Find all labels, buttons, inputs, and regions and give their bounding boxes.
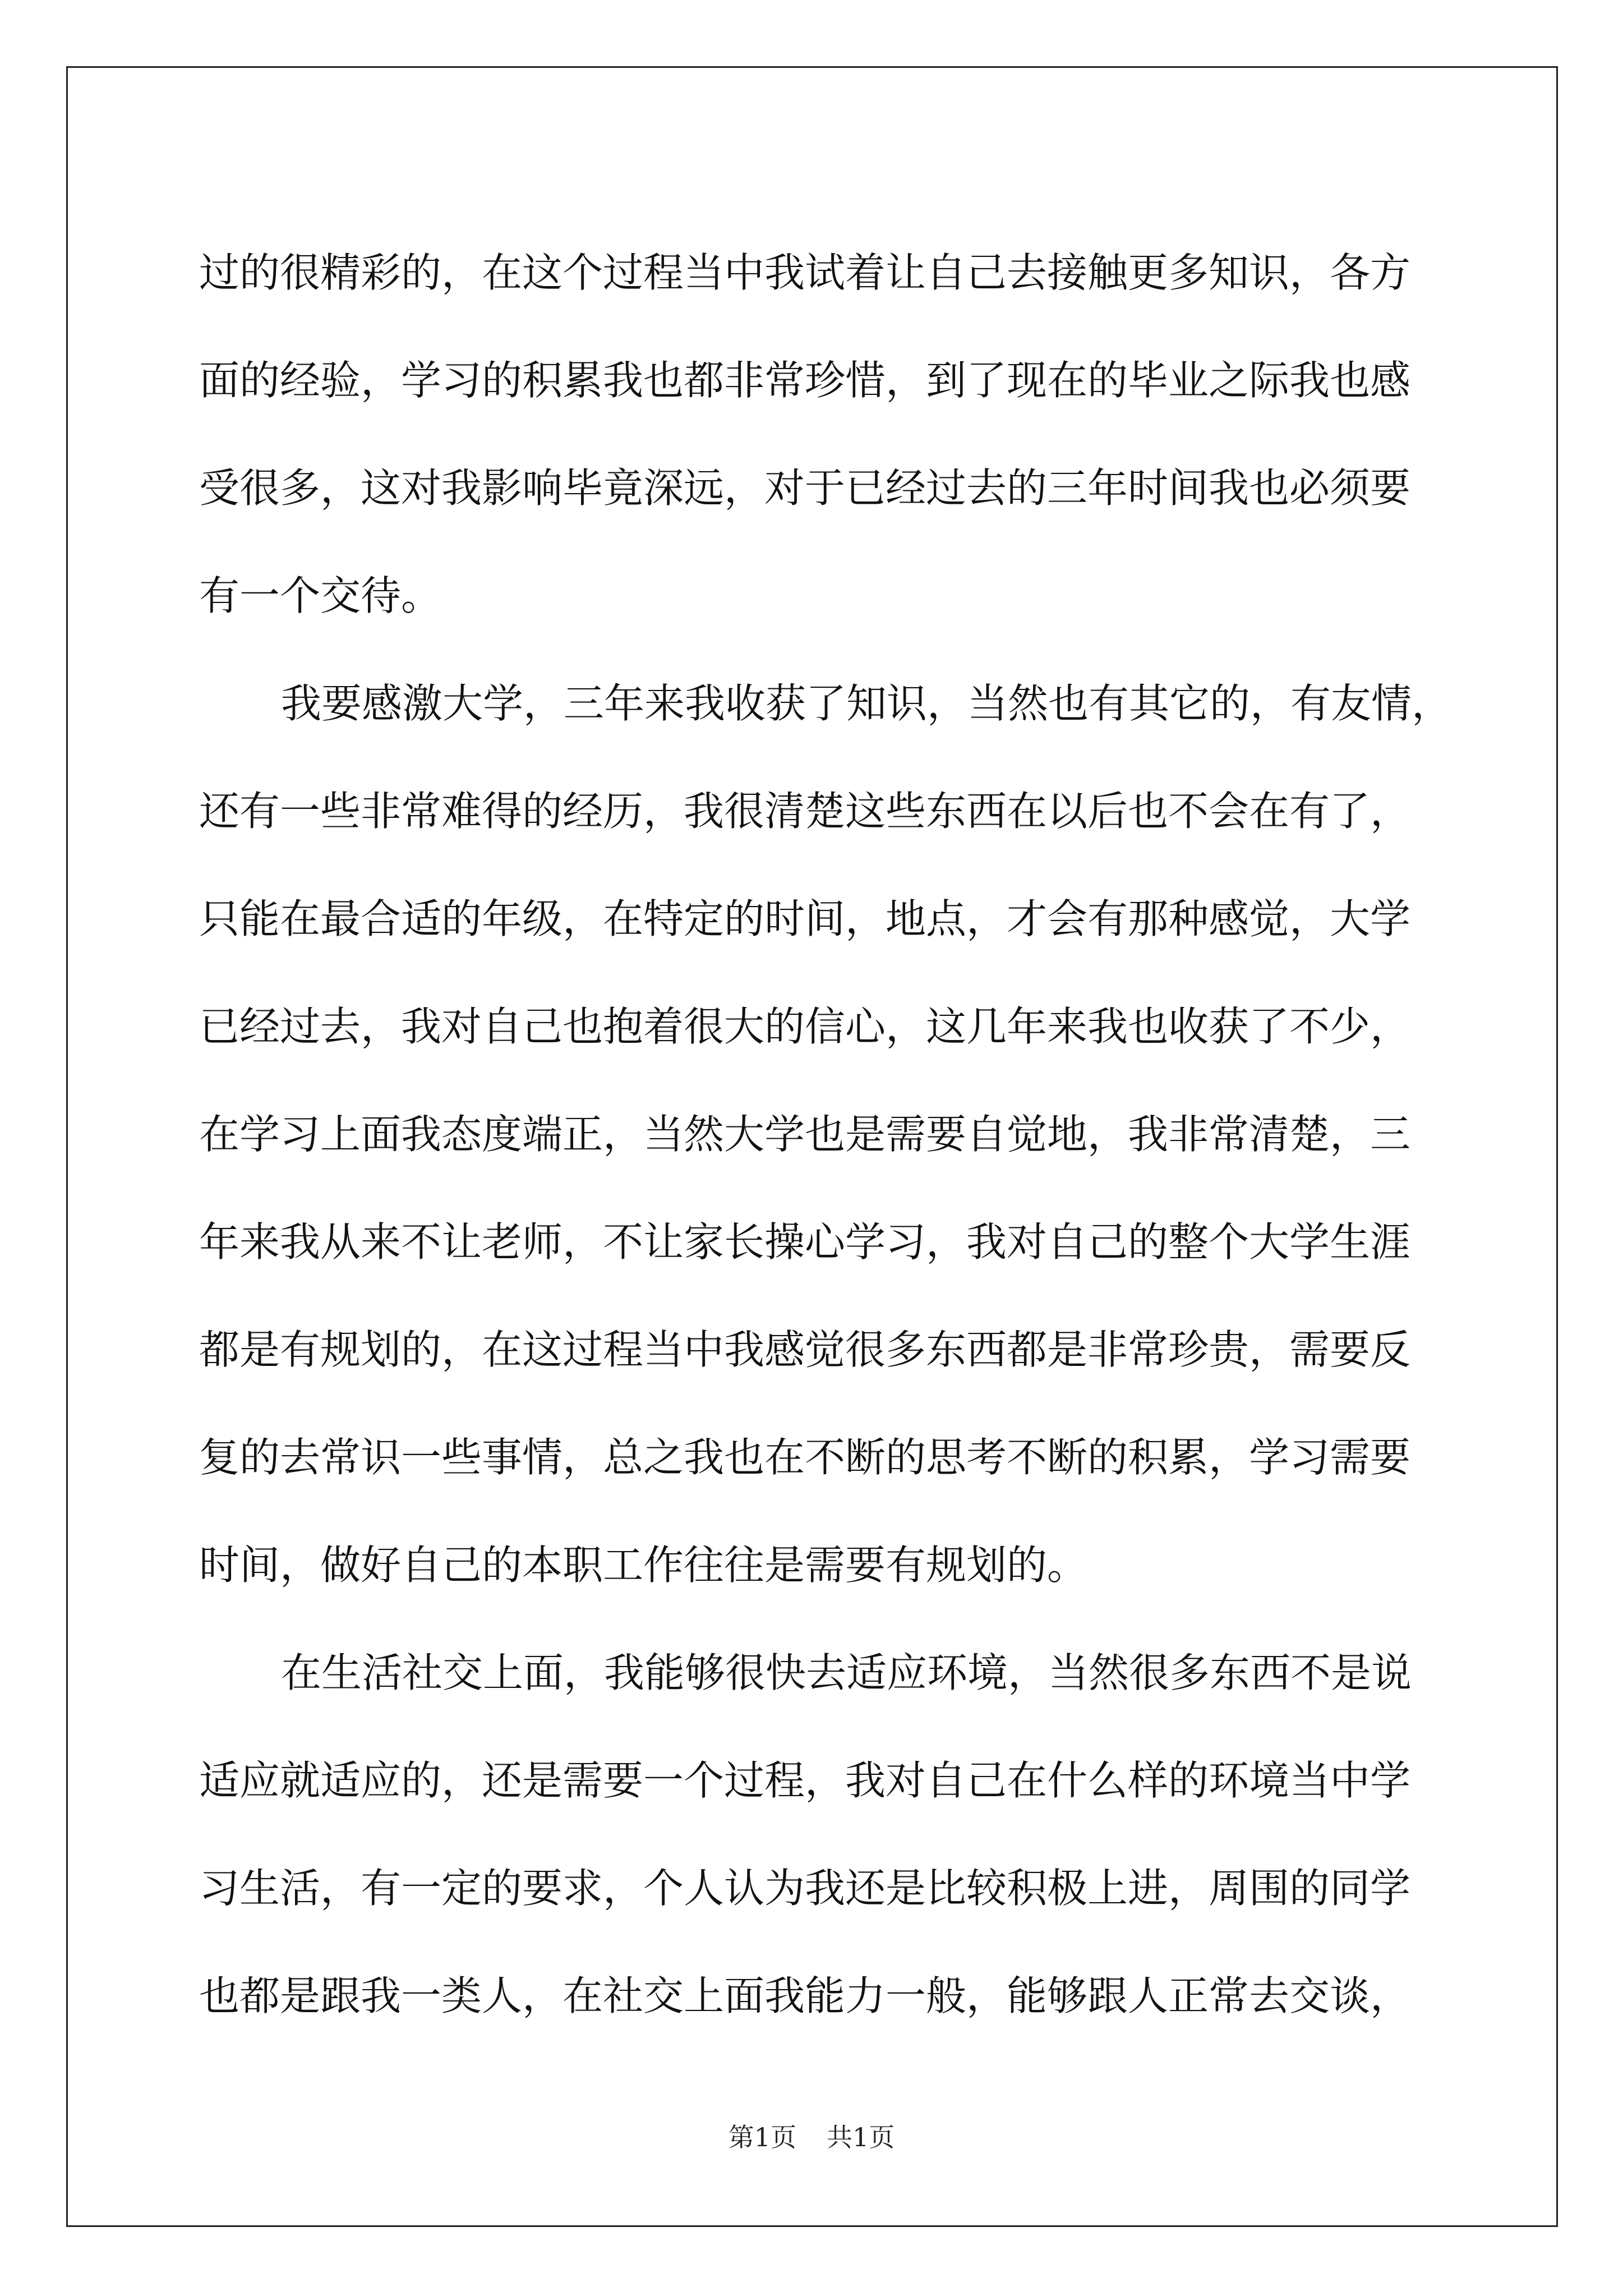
text-line: 复的去常识一些事情，总之我也在不断的思考不断的积累，学习需要	[199, 1434, 1411, 1481]
page-footer	[0, 2120, 1623, 2154]
paragraph-2	[199, 650, 1453, 1619]
text-line: 受很多，这对我影响毕竟深远，对于已经过去的三年时间我也必须要	[199, 464, 1411, 512]
paragraph-3	[199, 1619, 1433, 2050]
text-line: 在生活社交上面，我能够很快去适应环境，当然很多东西不是说	[281, 1649, 1412, 1696]
text-line: 都是有规划的，在这过程当中我感觉很多东西都是非常珍贵，需要反	[199, 1326, 1411, 1373]
text-line: 也都是跟我一类人，在社交上面我能力一般，能够跟人正常去交谈，	[199, 1972, 1411, 2019]
text-line: 适应就适应的，还是需要一个过程，我对自己在什么样的环境当中学	[199, 1757, 1411, 1804]
text-line: 在学习上面我态度端正，当然大学也是需要自觉地，我非常清楚，三	[199, 1111, 1411, 1158]
page-number: 第1页	[728, 2122, 796, 2152]
text-line: 年来我从来不让老师，不让家长操心学习，我对自己的整个大学生涯	[199, 1218, 1411, 1266]
document-body	[199, 219, 1453, 2050]
text-line: 有一个交待。	[199, 572, 442, 619]
text-line: 习生活，有一定的要求，个人认为我还是比较积极上进，周围的同学	[199, 1865, 1411, 1912]
text-line: 还有一些非常难得的经历，我很清楚这些东西在以后也不会在有了，	[199, 788, 1411, 835]
text-line: 只能在最合适的年级，在特定的时间，地点，才会有那种感觉，大学	[199, 895, 1411, 942]
text-line: 过的很精彩的，在这个过程当中我试着让自己去接触更多知识，各方	[199, 249, 1411, 296]
text-line: 已经过去，我对自己也抱着很大的信心，这几年来我也收获了不少，	[199, 1003, 1411, 1050]
text-line: 面的经验，学习的积累我也都非常珍惜，到了现在的毕业之际我也感	[199, 357, 1411, 404]
text-line: 我要感激大学，三年来我收获了知识，当然也有其它的，有友情，	[281, 680, 1453, 727]
text-line: 时间，做好自己的本职工作往往是需要有规划的。	[199, 1542, 1088, 1589]
paragraph-1	[199, 219, 1433, 650]
page-total: 共1页	[827, 2122, 895, 2152]
